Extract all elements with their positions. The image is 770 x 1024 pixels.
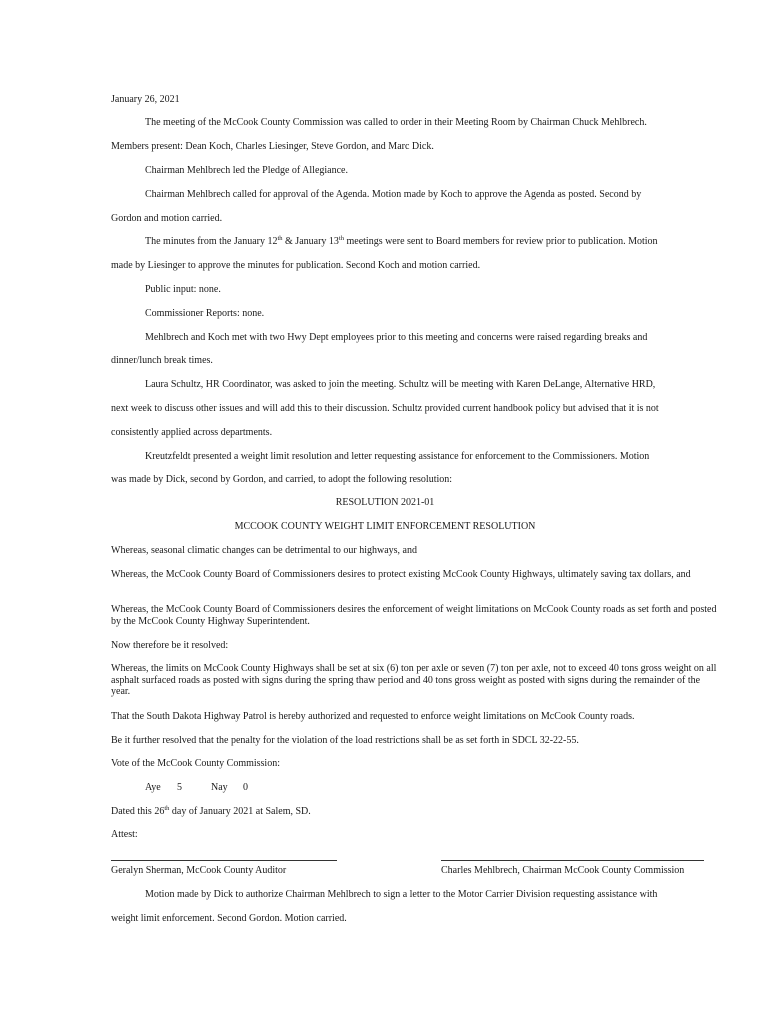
agenda-paragraph-line-1: Chairman Mehlbrech called for approval of the Agenda. Motion made by Koch to approve the Agenda as posted. Second by: [145, 189, 642, 200]
whereas-clause-3: Whereas, the McCook County Board of Commissioners desires the enforcement of weight limitations on McCook County roads as set forth and posted by the McCook County Highway Superintendent.: [111, 604, 717, 627]
commissioner-reports-paragraph: Commissioner Reports: none.: [145, 308, 265, 319]
public-input-paragraph: Public input: none.: [145, 284, 221, 295]
members-present-paragraph: Members present: Dean Koch, Charles Liesinger, Steve Gordon, and Marc Dick.: [111, 141, 434, 152]
minutes-paragraph-line-2: made by Liesinger to approve the minutes for publication. Second Koch and motion carried.: [111, 260, 481, 271]
auditor-signature-line: [111, 860, 337, 861]
vote-nay-label: Nay: [211, 782, 228, 793]
vote-nay-count: 0: [243, 782, 248, 793]
vote-label: Vote of the McCook County Commission:: [111, 758, 280, 769]
kreutzfeldt-paragraph-line-1: Kreutzfeldt presented a weight limit resolution and letter requesting assistance for enforcement to the Commissioners. Motion: [145, 451, 650, 462]
minutes-paragraph-line-1: The minutes from the January 12th & January 13th meetings were sent to Board members for review prior to publication. Motion: [145, 235, 658, 247]
hwy-dept-paragraph-line-1: Mehlbrech and Koch met with two Hwy Dept employees prior to this meeting and concerns were raised regarding breaks and: [145, 332, 648, 343]
date-heading: January 26, 2021: [111, 94, 180, 105]
kreutzfeldt-paragraph-line-2: was made by Dick, second by Gordon, and carried, to adopt the following resolution:: [111, 474, 453, 485]
vote-aye-label: Aye: [145, 782, 161, 793]
agenda-paragraph-line-2: Gordon and motion carried.: [111, 213, 223, 224]
whereas-clause-2: Whereas, the McCook County Board of Commissioners desires to protect existing McCook County Highways, ultimately saving tax dollars, and: [111, 569, 691, 580]
vote-aye-count: 5: [177, 782, 182, 793]
chairman-signature-line: [441, 860, 704, 861]
call-to-order-paragraph: The meeting of the McCook County Commission was called to order in their Meeting Room by Chairman Chuck Mehlbrech.: [145, 117, 647, 128]
schultz-paragraph-line-3: consistently applied across departments.: [111, 427, 273, 438]
chairman-signature-name: Charles Mehlbrech, Chairman McCook County Commission: [441, 865, 685, 876]
hwy-dept-paragraph-line-2: dinner/lunch break times.: [111, 355, 213, 366]
penalty-clause: Be it further resolved that the penalty for the violation of the load restrictions shall be as set forth in SDCL 32-22-55.: [111, 735, 579, 746]
attest-label: Attest:: [111, 829, 138, 840]
now-therefore-clause: Now therefore be it resolved:: [111, 640, 229, 651]
highway-patrol-clause: That the South Dakota Highway Patrol is hereby authorized and requested to enforce weight limitations on McCook County roads.: [111, 711, 635, 722]
auditor-signature-name: Geralyn Sherman, McCook County Auditor: [111, 865, 287, 876]
motion-letter-paragraph-line-1: Motion made by Dick to authorize Chairman Mehlbrech to sign a letter to the Motor Carrier Division requesting assistance with: [145, 889, 658, 900]
resolution-title: MCCOOK COUNTY WEIGHT LIMIT ENFORCEMENT RESOLUTION: [234, 521, 536, 532]
whereas-clause-4: Whereas, the limits on McCook County Highways shall be set at six (6) ton per axle or seven (7) ton per axle, not to exceed 40 tons gross weight on all asphalt surfaced roads as posted with signs during the spring thaw period and 40 tons gross weight as posted with signs during the remainder of the year.: [111, 663, 717, 697]
dated-line: Dated this 26th day of January 2021 at Salem, SD.: [111, 805, 311, 817]
schultz-paragraph-line-1: Laura Schultz, HR Coordinator, was asked to join the meeting. Schultz will be meeting with Karen DeLange, Alternative HRD,: [145, 379, 656, 390]
resolution-number: RESOLUTION 2021-01: [335, 497, 435, 508]
whereas-clause-1: Whereas, seasonal climatic changes can be detrimental to our highways, and: [111, 545, 417, 556]
motion-letter-paragraph-line-2: weight limit enforcement. Second Gordon. Motion carried.: [111, 913, 347, 924]
pledge-paragraph: Chairman Mehlbrech led the Pledge of Allegiance.: [145, 165, 348, 176]
schultz-paragraph-line-2: next week to discuss other issues and will add this to their discussion. Schultz provided current handbook policy but advised that it is not: [111, 403, 659, 414]
